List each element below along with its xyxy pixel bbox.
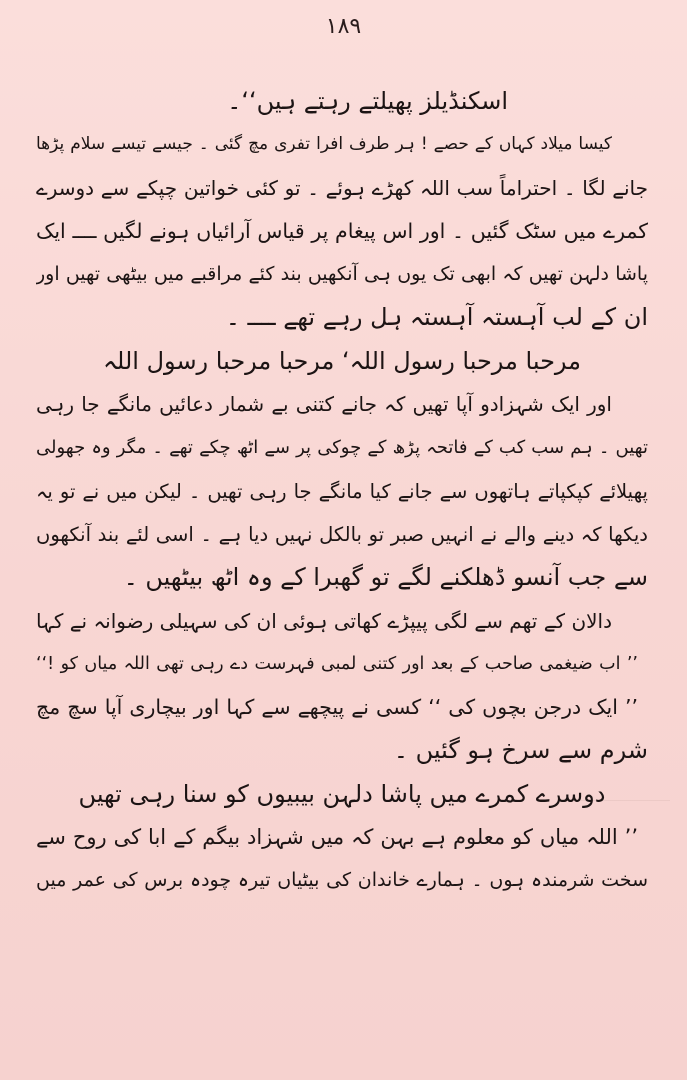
verse-line: مرحبا مرحبا رسول اللہ‘ مرحبا مرحبا رسول اللہ [102, 346, 582, 375]
body-text [36, 80, 648, 903]
quote-line: ’’ ایک درجن بچوں کی ‘‘ کسی نے پیچھے سے کہا اور بیچاری آپا سچ مچ [36, 695, 638, 720]
quote-line: ’’ اب ضیغمی صاحب کے بعد اور کتنی لمبی فہرست دے رہی تھی اللہ میاں کو !‘‘ [36, 653, 638, 674]
text-line: دیکھا کہ دینے والے نے انہیں صبر تو بالکل نہیں دیا ہے ۔ اسی لئے بند آنکھوں [36, 522, 648, 546]
text-line: اور ایک شہزادو آپا تھیں کہ جانے کتنی بے شمار دعائیں مانگے جا رہی [36, 392, 612, 417]
text-line: کیسا میلاد کہاں کے حصے ! ہر طرف افرا تفری مچ گئی ۔ جیسے تیسے سلام پڑھا [36, 134, 612, 155]
text-line: دوسرے کمرے میں پاشا دلہن بیبیوں کو سنا رہی تھیں [78, 779, 606, 808]
text-line: پاشا دلہن تھیں کہ ابھی تک یوں ہی آنکھیں بند کئے مراقبے میں بیٹھی تھیں اور [36, 263, 648, 286]
text-line: سے جب آنسو ڈھلکنے لگے تو گھبرا کے وہ اٹھ بیٹھیں ۔ [123, 563, 648, 592]
text-line: سخت شرمندہ ہوں ۔ ہمارے خاندان کی بیٹیاں تیرہ چودہ برس کی عمر میں [36, 869, 648, 892]
page-number: ۱۸۹ [325, 14, 362, 39]
text-line: ان کے لب آہستہ آہستہ ہل رہے تھے ــــ ۔ [225, 303, 648, 332]
quote-line: ’’ اللہ میاں کو معلوم ہے بہن کہ میں شہزاد بیگم کے ابا کی روح سے [36, 825, 638, 850]
text-line: پھیلائے کپکپاتے ہاتھوں سے جانے کیا مانگے جا رہی تھیں ۔ لیکن میں نے تو یہ [36, 479, 648, 503]
text-line: تھیں ۔ ہم سب کب کے فاتحہ پڑھ کے چوکی پر سے اٹھ چکے تھے ۔ مگر وہ جھولی [36, 437, 648, 459]
text-line: جانے لگا ۔ احتراماً سب اللہ کھڑے ہوئے ۔ تو کئی خواتین چپکے سے دوسرے [36, 175, 648, 200]
text-line: اسکنڈیلز پھیلتے رہتے ہیں‘‘۔ [227, 87, 508, 115]
text-line: کمرے میں سٹک گئیں ۔ اور اس پیغام پر قیاس آرائیاں ہونے لگیں ــــ ایک [36, 218, 648, 243]
text-line: دالان کے تھم سے لگی پیپڑے کھاتی ہوئی ان کی سہیلی رضوانہ نے کہا [36, 608, 612, 633]
text-line: شرم سے سرخ ہو گئیں ۔ [393, 736, 648, 765]
